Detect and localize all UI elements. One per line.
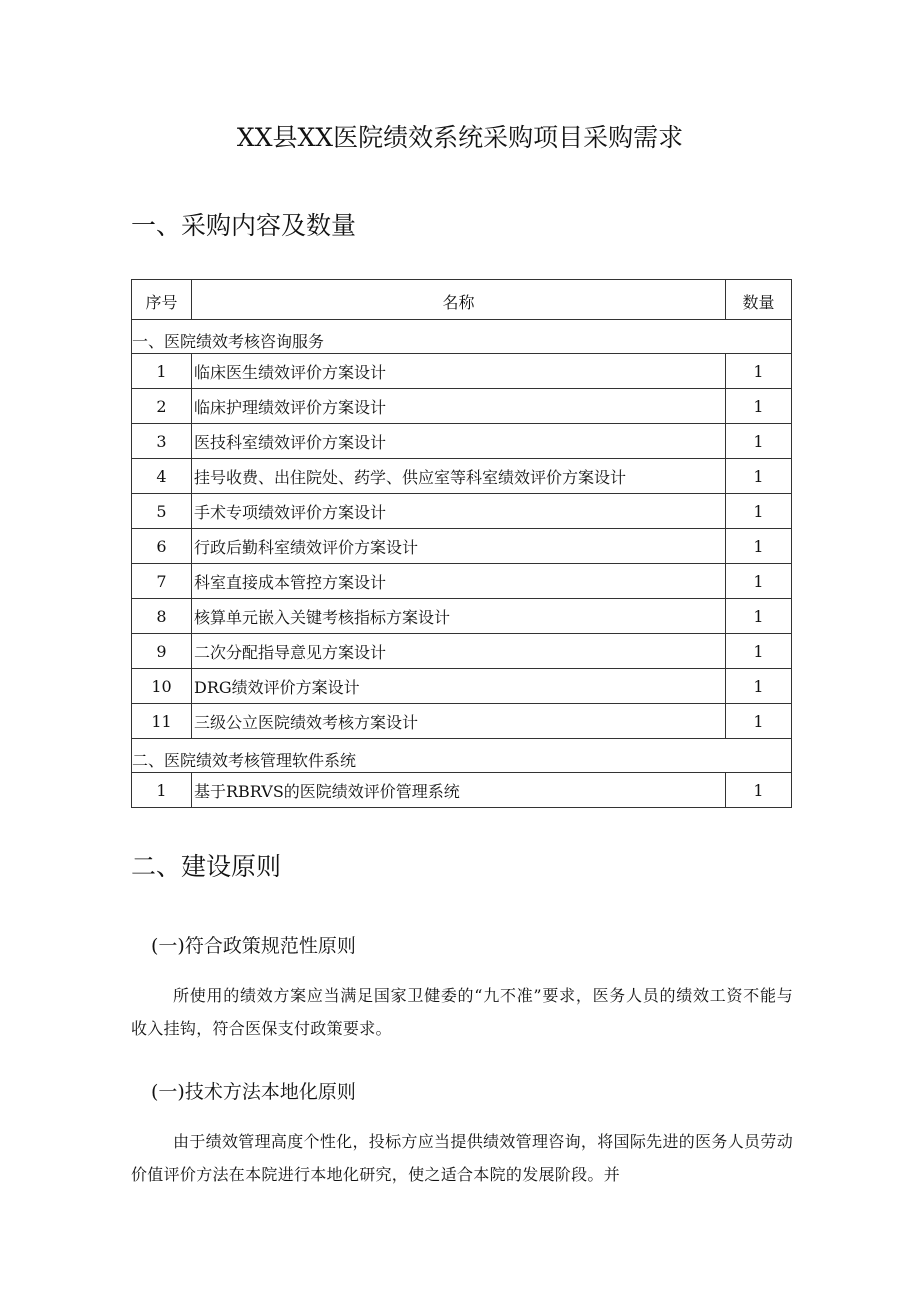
cell-qty: 1	[726, 354, 792, 389]
cell-no: 6	[132, 529, 192, 564]
table-row	[132, 494, 792, 529]
table-row	[132, 773, 792, 808]
procurement-table	[131, 279, 792, 808]
cell-name: 基于RBRVS的医院绩效评价管理系统	[192, 773, 726, 808]
cell-name: 手术专项绩效评价方案设计	[192, 494, 726, 529]
cell-qty: 1	[726, 599, 792, 634]
section-heading-procurement: 一、采购内容及数量	[131, 211, 357, 240]
cell-qty: 1	[726, 564, 792, 599]
cell-name: 核算单元嵌入关键考核指标方案设计	[192, 599, 726, 634]
group-row-consulting	[132, 320, 792, 354]
cell-no: 4	[132, 459, 192, 494]
table-row	[132, 354, 792, 389]
cell-no: 5	[132, 494, 192, 529]
table-row	[132, 704, 792, 739]
cell-no: 3	[132, 424, 192, 459]
document-title: XX县XX医院绩效系统采购项目采购需求	[236, 123, 684, 152]
cell-qty: 1	[726, 424, 792, 459]
cell-name: 临床医生绩效评价方案设计	[192, 354, 726, 389]
header-no: 序号	[132, 280, 192, 320]
group-label-text: 一、医院绩效考核咨询服务	[132, 332, 325, 351]
table-row	[132, 599, 792, 634]
cell-no: 9	[132, 634, 192, 669]
table-row	[132, 424, 792, 459]
table-header-row	[132, 280, 792, 320]
table-row	[132, 669, 792, 704]
cell-name: 医技科室绩效评价方案设计	[192, 424, 726, 459]
table-row	[132, 564, 792, 599]
paragraph-policy-compliance: 所使用的绩效方案应当满足国家卫健委的“九不准”要求，医务人员的绩效工资不能与收入挂钩，符合医保支付政策要求。	[131, 986, 793, 1038]
cell-name: 临床护理绩效评价方案设计	[192, 389, 726, 424]
table-row	[132, 634, 792, 669]
section-heading-principles: 二、建设原则	[131, 852, 282, 881]
cell-qty: 1	[726, 669, 792, 704]
table-row	[132, 389, 792, 424]
cell-no: 11	[132, 704, 192, 739]
cell-name: 二次分配指导意见方案设计	[192, 634, 726, 669]
cell-name: 三级公立医院绩效考核方案设计	[192, 704, 726, 739]
header-name: 名称	[192, 280, 726, 320]
cell-no: 1	[132, 354, 192, 389]
cell-no: 1	[132, 773, 192, 808]
cell-name: 挂号收费、出住院处、药学、供应室等科室绩效评价方案设计	[192, 459, 726, 494]
group-label-text: 二、医院绩效考核管理软件系统	[132, 751, 357, 770]
cell-name: 科室直接成本管控方案设计	[192, 564, 726, 599]
group-label-software	[132, 739, 792, 773]
cell-qty: 1	[726, 704, 792, 739]
group-row-software	[132, 739, 792, 773]
subheading-localization: (一)技术方法本地化原则	[151, 1081, 356, 1103]
cell-qty: 1	[726, 459, 792, 494]
header-qty: 数量	[726, 280, 792, 320]
table-row	[132, 529, 792, 564]
group-label-consulting	[132, 320, 792, 354]
cell-name: DRG绩效评价方案设计	[192, 669, 726, 704]
cell-qty: 1	[726, 634, 792, 669]
cell-no: 10	[132, 669, 192, 704]
subheading-policy-compliance: (一)符合政策规范性原则	[151, 935, 356, 957]
cell-no: 2	[132, 389, 192, 424]
cell-no: 7	[132, 564, 192, 599]
cell-qty: 1	[726, 494, 792, 529]
cell-qty: 1	[726, 389, 792, 424]
cell-qty: 1	[726, 773, 792, 808]
table-row	[132, 459, 792, 494]
cell-name: 行政后勤科室绩效评价方案设计	[192, 529, 726, 564]
paragraph-localization: 由于绩效管理高度个性化，投标方应当提供绩效管理咨询，将国际先进的医务人员劳动价值评价方法在本院进行本地化研究，使之适合本院的发展阶段。并	[131, 1132, 793, 1184]
cell-no: 8	[132, 599, 192, 634]
table-body	[132, 320, 792, 808]
cell-qty: 1	[726, 529, 792, 564]
